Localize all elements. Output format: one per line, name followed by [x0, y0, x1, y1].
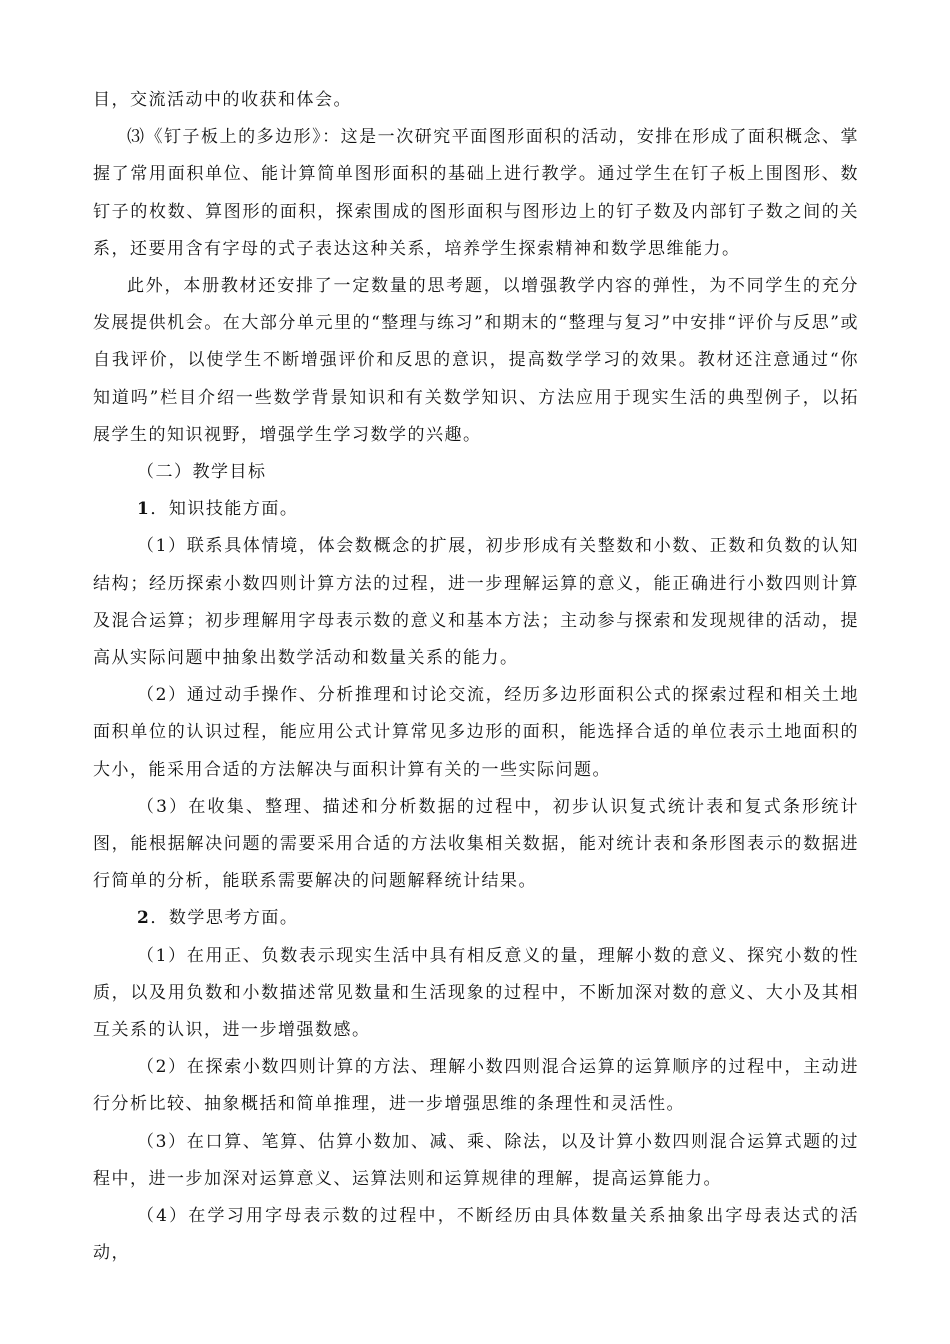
document-page — [93, 82, 859, 1273]
paragraph-knowledge-1: （1）联系具体情境，体会数概念的扩展，初步形成有关整数和小数、正数和负数的认知结构；经历探索小数四则计算方法的过程，进一步理解运算的意义，能正确进行小数四则计算及混合运算；初步理解用字母表示数的意义和基本方法；主动参与探索和发现规律的活动，提高从实际问题中抽象出数学活动和数量关系的能力。 — [93, 536, 859, 669]
subheading-number: 1 — [137, 499, 151, 520]
paragraph-nail-board-polygon: ⑶《钉子板上的多边形》：这是一次研究平面图形面积的活动，安排在形成了面积概念、掌握了常用面积单位、能计算简单图形面积的基础上进行教学。通过学生在钉子板上围图形、数钉子的枚数、算图形的面积，探索围成的图形面积与图形边上的钉子数及内部钉子数之间的关系，还要用含有字母的式子表达这种关系，培养学生探索精神和数学思维能力。 — [93, 127, 859, 259]
paragraph-knowledge-2: （2）通过动手操作、分析推理和讨论交流，经历多边形面积公式的探索过程和相关土地面积单位的认识过程，能应用公式计算常见多边形的面积，能选择合适的单位表示土地面积的大小，能采用合适的方法解决与面积计算有关的一些实际问题。 — [93, 685, 859, 780]
subheading-number: 2 — [137, 908, 151, 929]
paragraph-continuation: 目，交流活动中的收获和体会。 — [93, 90, 352, 110]
paragraph-thinking-4: （4）在学习用字母表示数的过程中，不断经历由具体数量关系抽象出字母表达式的活动， — [93, 1206, 859, 1264]
paragraph-thinking-2: （2）在探索小数四则计算的方法、理解小数四则混合运算的运算顺序的过程中，主动进行分析比较、抽象概括和简单推理，进一步增强思维的条理性和灵活性。 — [93, 1057, 859, 1115]
section-heading-teaching-goals: （二）教学目标 — [137, 462, 267, 483]
paragraph-additional-content: 此外，本册教材还安排了一定数量的思考题，以增强教学内容的弹性，为不同学生的充分发展提供机会。在大部分单元里的“整理与练习”和期末的“整理与复习”中安排“评价与反思”或自我评价，以使学生不断增强评价和反思的意识，提高数学学习的效果。教材还注意通过“你知道吗”栏目介绍一些数学背景知识和有关数学知识、方法应用于现实生活的典型例子，以拓展学生的知识视野，增强学生学习数学的兴趣。 — [93, 276, 859, 445]
subheading-math-thinking — [93, 900, 859, 937]
subheading-knowledge-skills — [93, 491, 859, 528]
paragraph-knowledge-3: （3）在收集、整理、描述和分析数据的过程中，初步认识复式统计表和复式条形统计图，能根据解决问题的需要采用合适的方法收集相关数据，能对统计表和条形图表示的数据进行简单的分析，能联系需要解决的问题解释统计结果。 — [93, 796, 859, 892]
paragraph-thinking-1: （1）在用正、负数表示现实生活中具有相反意义的量，理解小数的意义、探究小数的性质，以及用负数和小数描述常见数量和生活现象的过程中，不断加深对数的意义、大小及其相互关系的认识，进一步增强数感。 — [93, 945, 859, 1041]
paragraph-thinking-3: （3）在口算、笔算、估算小数加、减、乘、除法，以及计算小数四则混合运算式题的过程中，进一步加深对运算意义、运算法则和运算规律的理解，提高运算能力。 — [93, 1131, 859, 1189]
subheading-text: ．数学思考方面。 — [150, 908, 299, 929]
subheading-text: ．知识技能方面。 — [150, 499, 299, 520]
